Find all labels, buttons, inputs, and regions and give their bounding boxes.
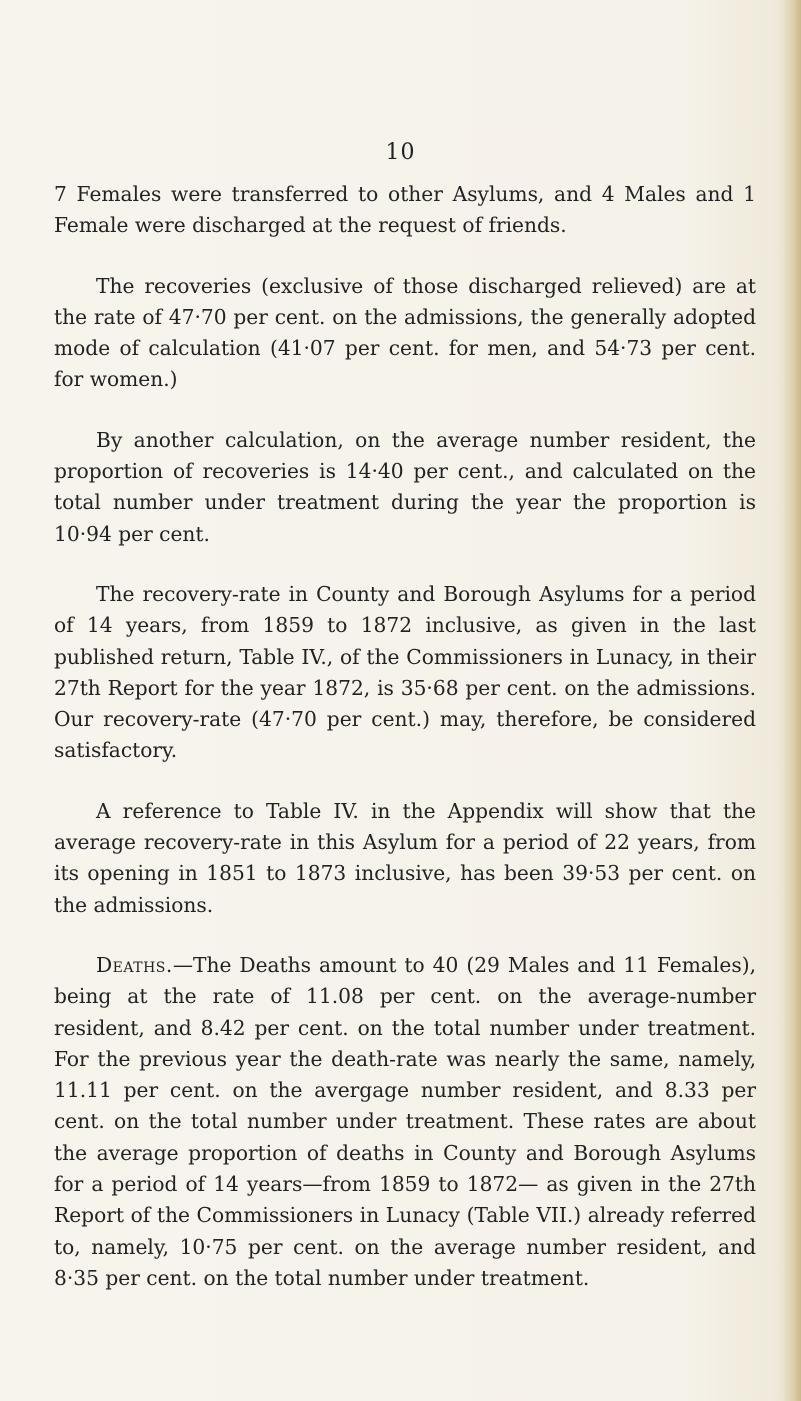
paragraph-deaths [54,950,756,1294]
deaths-text: —The Deaths amount to 40 (29 Males and 11 Females), being at the rate of 11.08 per cent. on the average-number resident, and 8.42 per cent. on the total number under treatment. For the previous year the death-rate was nearly the same, namely, 11.11 per cent. on the avergage number resident, and 8.33 per cent. on the total number under treatment. These rates are about the average proportion of deaths in County and Borough Asylums for a period of 14 years—from 1859 to 1872— as given in the 27th Report of the Commissioners in Lunacy (Table VII.) already referred to, namely, 10·75 per cent. on the average number resident, and 8·35 per cent. on the total number under treatment. [54,952,756,1290]
paragraph-table-reference: A reference to Table IV. in the Appendix will show that the average recovery-rate in this Asylum for a period of 22 years, from its opening in 1851 to 1873 inclusive, has been 39·53 per cent. on the admissions. [54,798,756,917]
page-edge-shading [783,0,801,1401]
body-text [54,179,756,1323]
paragraph-recovery-rate-comparison: The recovery-rate in County and Borough Asylums for a period of 14 years, from 1859 to 1872 inclusive, as given in the last published return, Table IV., of the Commissioners in Lunacy, in their 27th Report for the year 1872, is 35·68 per cent. on the admissions. Our recovery-rate (47·70 per cent.) may, therefore, be considered satisfactory. [54,581,756,763]
deaths-heading: Deaths. [96,952,173,977]
paragraph-recoveries: The recoveries (exclusive of those discharged relieved) are at the rate of 47·70 per cent. on the admissions, the generally adopted mode of calculation (41·07 per cent. for men, and 54·73 per cent. for women.) [54,273,756,392]
paragraph-transfers: 7 Females were transferred to other Asylums, and 4 Males and 1 Female were discharged at the request of friends. [54,182,756,238]
page-number: 10 [385,140,416,165]
paragraph-average-calculation: By another calculation, on the average number resident, the proportion of recoveries is 14·40 per cent., and calculated on the total number under treatment during the year the proportion is 10·94 per cent. [54,427,756,546]
